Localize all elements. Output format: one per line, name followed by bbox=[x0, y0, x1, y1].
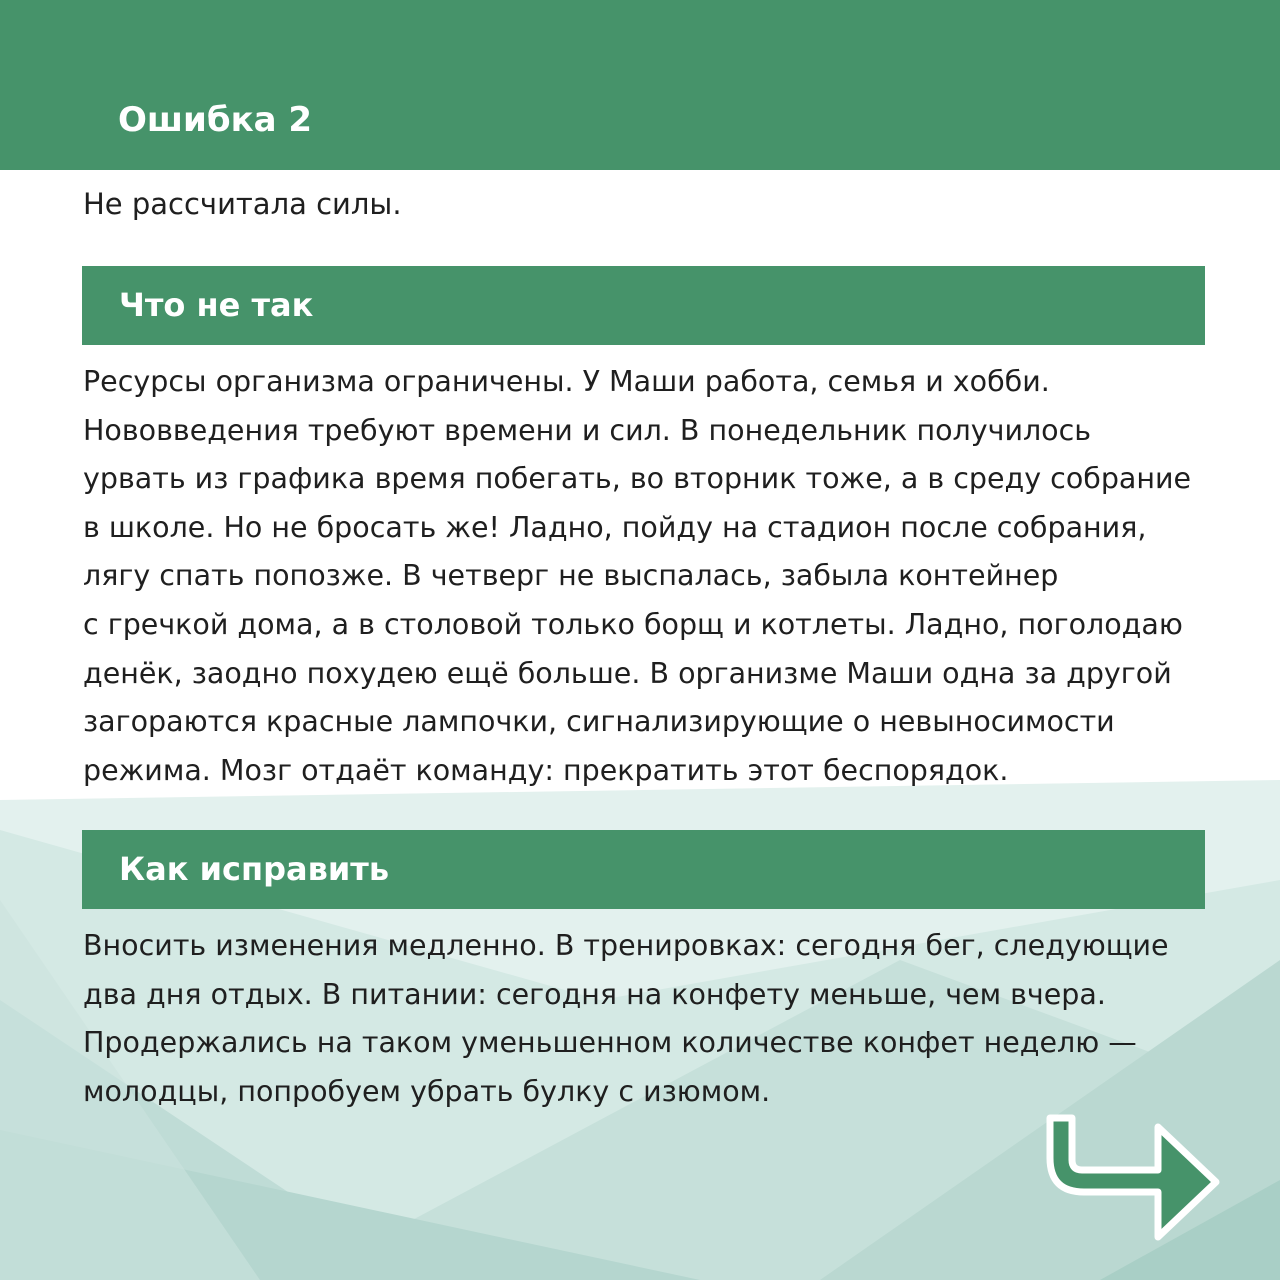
text-line: Вносить изменения медленно. В тренировках: сегодня бег, следующие bbox=[83, 929, 1169, 962]
text-line: Нововведения требуют времени и сил. В понедельник получилось bbox=[83, 413, 1092, 447]
section-what-title: Что не так bbox=[119, 286, 314, 324]
text-line: денёк, заодно похудею ещё больше. В организме Маши одна за другой bbox=[83, 656, 1172, 690]
text-line: два дня отдых. В питании: сегодня на конфету меньше, чем вчера. bbox=[83, 977, 1106, 1011]
section-how-text bbox=[83, 922, 1169, 1116]
section-how-title: Как исправить bbox=[119, 850, 390, 888]
text-line: режима. Мозг отдаёт команду: прекратить этот беспорядок. bbox=[83, 753, 1009, 787]
text-line: лягу спать попозже. В четверг не выспалась, забыла контейнер bbox=[83, 559, 1059, 593]
text-line: Ресурсы организма ограничены. У Маши работа, семья и хобби. bbox=[83, 365, 1050, 398]
mistake-summary: Не рассчитала силы. bbox=[83, 187, 402, 221]
section-what-header bbox=[82, 266, 1205, 345]
next-arrow-icon[interactable] bbox=[1040, 1112, 1230, 1247]
header-band bbox=[0, 0, 1280, 170]
section-how-header bbox=[82, 830, 1205, 909]
text-line: Продержались на таком уменьшенном количестве конфет неделю — bbox=[83, 1026, 1137, 1060]
text-line: молодцы, попробуем убрать булку с изюмом. bbox=[83, 1074, 771, 1108]
text-line: в школе. Но не бросать же! Ладно, пойду на стадион после собрания, bbox=[83, 510, 1147, 544]
page-title: Ошибка 2 bbox=[118, 100, 313, 140]
text-line: с гречкой дома, а в столовой только борщ и котлеты. Ладно, поголодаю bbox=[83, 607, 1183, 641]
text-line: урвать из графика время побегать, во вторник тоже, а в среду собрание bbox=[83, 462, 1192, 496]
text-line: загораются красные лампочки, сигнализирующие о невыносимости bbox=[83, 705, 1115, 739]
section-what-text bbox=[83, 358, 1191, 795]
